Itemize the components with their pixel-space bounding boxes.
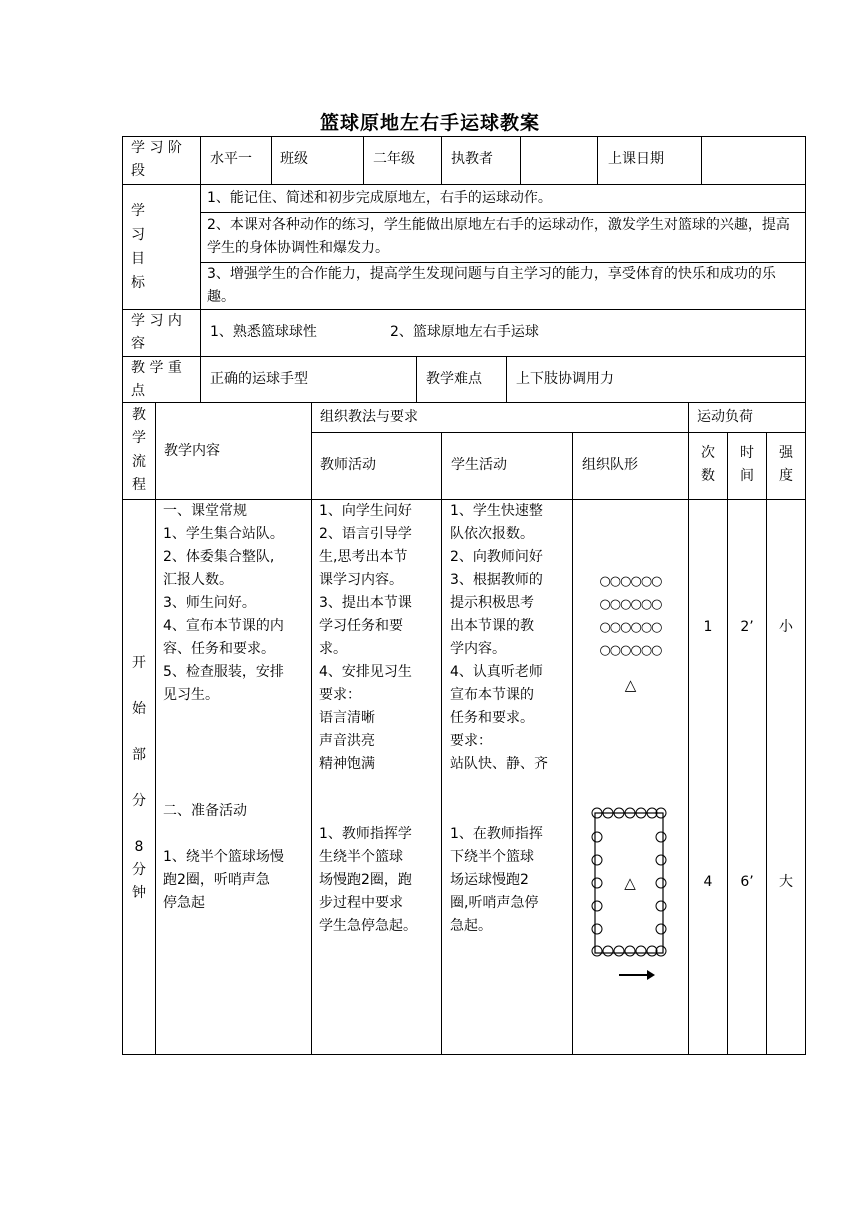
runner-icon: [656, 924, 666, 934]
list-item: 跑2圈，听哨声急: [163, 872, 270, 888]
times-header: 数: [701, 468, 715, 484]
grid-line: [122, 309, 806, 310]
section-name-char: 8: [134, 839, 144, 855]
grid-line: [200, 184, 201, 402]
grid-line: [200, 136, 201, 184]
teacher-triangle-icon: △: [624, 874, 636, 892]
grid-line: [122, 184, 806, 185]
stage-label-cont: 段: [131, 163, 145, 179]
list-item: 2、向教师问好: [450, 549, 543, 565]
part2-times: 4: [703, 874, 713, 890]
list-item: 精神饱满: [319, 756, 375, 772]
part1-intensity: 小: [779, 619, 793, 635]
section-name-char: 分: [132, 793, 146, 809]
teacher-triangle-icon: △: [624, 676, 637, 694]
runner-icon: [614, 946, 624, 956]
list-item: 3、师生问好。: [163, 595, 256, 611]
list-item-spacer: [163, 823, 284, 846]
content-label-cont: 容: [131, 336, 145, 352]
section-name-char: 分: [132, 862, 146, 878]
list-item: 2、语言引导学: [319, 526, 412, 542]
objective-item: 1、能记住、简述和初步完成原地左，右手的运球动作。: [207, 190, 552, 206]
runner-icon: [625, 946, 635, 956]
list-item: 要求：: [319, 687, 361, 703]
grid-line: [701, 136, 702, 184]
grid-line: [506, 356, 507, 402]
list-item: 1、绕半个篮球场慢: [163, 849, 284, 865]
part2-intensity: 大: [779, 874, 793, 890]
list-item: 3、根据教师的: [450, 572, 543, 588]
focus-value: 正确的运球手型: [210, 371, 308, 387]
objective-item: 3、增强学生的合作能力，提高学生发现问题与自主学习的能力，享受体育的快乐和成功的乐趣。: [207, 266, 776, 305]
load-column-header: 运动负荷: [697, 409, 753, 425]
runner-icon: [656, 832, 666, 842]
focus-label: 教 学 重: [131, 360, 182, 376]
grid-line: [766, 432, 767, 1054]
part1-content: [163, 500, 284, 707]
grid-line: [441, 432, 442, 1054]
list-item: 语言清晰: [319, 710, 375, 726]
student-row: ○○○○○○: [599, 643, 662, 658]
list-item: 1、在教师指挥: [450, 826, 543, 842]
objectives-label-char: 习: [131, 227, 145, 243]
list-item: 场运球慢跑2: [450, 872, 529, 888]
runner-icon: [603, 946, 613, 956]
focus-label-cont: 点: [131, 383, 145, 399]
content-item: 2、篮球原地左右手运球: [390, 324, 539, 340]
objective-item: 2、本课对各种动作的练习，学生能做出原地左右手的运球动作，激发学生对篮球的兴趣，提高学生的身体协调性和爆发力。: [207, 217, 790, 256]
list-item: 声音洪亮: [319, 733, 375, 749]
student-activity-header: 学生活动: [451, 457, 507, 473]
teacher-label: 执教者: [451, 151, 493, 167]
list-item: 要求：: [450, 733, 492, 749]
class-label: 班级: [280, 151, 308, 167]
list-item: 4、安排见习生: [319, 664, 412, 680]
list-item: 学习任务和要: [319, 618, 403, 634]
teacher-activity-header: 教师活动: [320, 457, 376, 473]
runner-icon: [592, 924, 602, 934]
list-item: 1、向学生问好: [319, 503, 412, 519]
grid-line: [155, 402, 156, 1054]
student-row: ○○○○○○: [599, 597, 662, 612]
section-name-char: 始: [132, 701, 146, 717]
part1-duration: 2’: [740, 619, 754, 635]
intensity-header: 度: [779, 468, 793, 484]
grid-line: [311, 402, 312, 1054]
list-item: 场慢跑2圈，跑: [319, 872, 412, 888]
list-item: 学内容。: [450, 641, 506, 657]
list-item: 5、检查服装，安排: [163, 664, 284, 680]
difficulty-value: 上下肢协调用力: [516, 371, 614, 387]
list-item: 步过程中要求: [319, 895, 403, 911]
list-item: 二、准备活动: [163, 803, 247, 819]
grid-line: [122, 402, 806, 403]
list-item: 任务和要求。: [450, 710, 534, 726]
grid-line: [688, 402, 689, 1054]
runner-icon: [656, 878, 666, 888]
list-item: 4、宣布本节课的内: [163, 618, 284, 634]
stage-value: 水平一: [210, 151, 252, 167]
method-column-header: 组织教法与要求: [320, 409, 418, 425]
list-item: 见习生。: [163, 687, 219, 703]
objectives-label-char: 学: [131, 203, 145, 219]
flow-label-char: 程: [132, 477, 146, 493]
student-row: ○○○○○○: [599, 574, 662, 589]
part2-teacher-activity: [319, 823, 417, 938]
list-item: 求。: [319, 641, 347, 657]
court-loop-diagram: [573, 800, 688, 990]
grid-line: [122, 136, 123, 1055]
list-item: 出本节课的教: [450, 618, 534, 634]
intensity-header: 强: [779, 445, 793, 461]
part1-teacher-activity: [319, 500, 412, 776]
list-item: 4、认真听老师: [450, 664, 543, 680]
content-label: 学 习 内: [131, 313, 182, 329]
flow-label-char: 学: [132, 430, 146, 446]
stage-label: 学 习 阶: [131, 140, 182, 156]
grid-line: [727, 432, 728, 1054]
list-item: 生,思考出本节: [319, 549, 408, 565]
content-column-header: 教学内容: [164, 443, 220, 459]
grid-line: [271, 136, 272, 184]
grid-line: [597, 136, 598, 184]
list-item: 停急起: [163, 895, 205, 911]
list-item: 生绕半个篮球: [319, 849, 403, 865]
list-item: 3、提出本节课: [319, 595, 412, 611]
list-item: 宣布本节课的: [450, 687, 534, 703]
formation-header: 组织队形: [582, 457, 638, 473]
runner-icon: [592, 878, 602, 888]
list-item: 急起。: [450, 918, 492, 934]
section-name-char: 部: [132, 747, 146, 763]
list-item: 课学习内容。: [319, 572, 403, 588]
part1-student-activity: [450, 500, 548, 776]
runner-icon: [656, 855, 666, 865]
part2-content: [163, 800, 284, 915]
grid-line: [311, 432, 806, 433]
duration-header: 时: [740, 445, 754, 461]
document-title: 篮球原地左右手运球教案: [319, 112, 540, 134]
runner-icon: [636, 946, 646, 956]
grid-line: [122, 136, 806, 137]
flow-label-char: 流: [132, 454, 146, 470]
objectives-label-char: 目: [131, 251, 145, 267]
part1-formation: [573, 570, 688, 697]
runner-icon: [656, 901, 666, 911]
runner-icon: [592, 901, 602, 911]
list-item: 学生急停急起。: [319, 918, 417, 934]
runner-icon: [592, 855, 602, 865]
part2-student-activity: [450, 823, 543, 938]
section-name-char: 开: [132, 655, 146, 671]
list-item: 1、学生集合站队。: [163, 526, 284, 542]
difficulty-label: 教学难点: [426, 371, 482, 387]
times-header: 次: [701, 445, 715, 461]
runner-icon: [592, 832, 602, 842]
arrow-head-icon: [647, 970, 655, 980]
grid-line: [416, 356, 417, 402]
duration-header: 间: [740, 468, 754, 484]
list-item: 一、课堂常规: [163, 503, 247, 519]
flow-label-char: 教: [132, 407, 146, 423]
list-item: 1、教师指挥学: [319, 826, 412, 842]
grid-line: [805, 136, 806, 1055]
part2-duration: 6’: [740, 874, 754, 890]
grid-line: [363, 136, 364, 184]
content-item: 1、熟悉篮球球性: [210, 324, 317, 340]
grid-line: [122, 356, 806, 357]
list-item: 圈,听哨声急停: [450, 895, 539, 911]
grid-line: [200, 212, 806, 213]
list-item: 汇报人数。: [163, 572, 233, 588]
section-name-char: 钟: [132, 885, 146, 901]
class-value: 二年级: [373, 151, 415, 167]
list-item: 站队快、静、齐: [450, 756, 548, 772]
date-label: 上课日期: [608, 151, 664, 167]
grid-line: [520, 136, 521, 184]
list-item: 1、学生快速整: [450, 503, 543, 519]
grid-line: [441, 136, 442, 184]
grid-line: [122, 1054, 806, 1055]
list-item: 队依次报数。: [450, 526, 534, 542]
list-item: 下绕半个篮球: [450, 849, 534, 865]
list-item: 2、体委集合整队,: [163, 549, 275, 565]
student-row: ○○○○○○: [599, 620, 662, 635]
part1-times: 1: [703, 619, 713, 635]
list-item: 提示积极思考: [450, 595, 534, 611]
list-item: 容、任务和要求。: [163, 641, 275, 657]
objectives-label-char: 标: [131, 275, 145, 291]
runner-icon: [592, 946, 602, 956]
